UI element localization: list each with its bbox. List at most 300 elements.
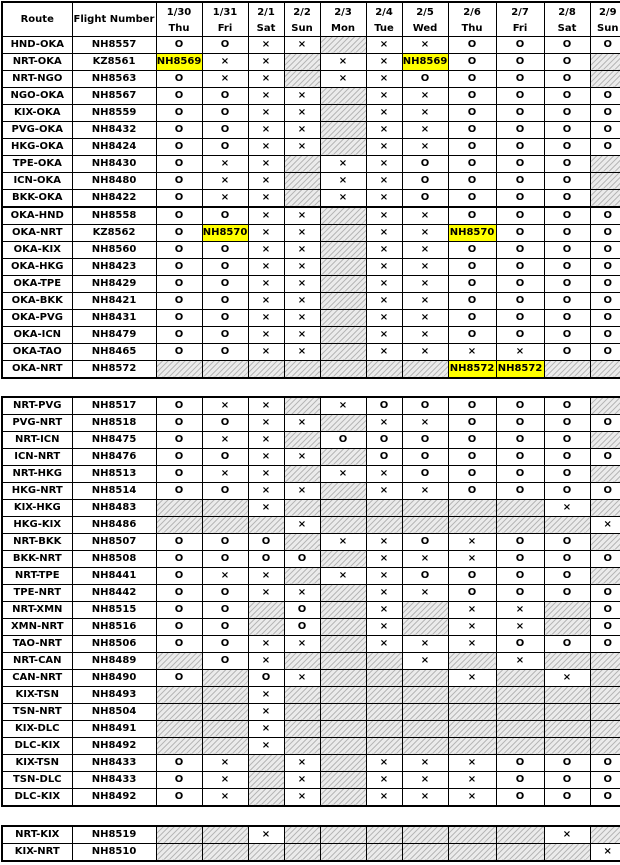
date-header: 1/30 <box>156 2 202 22</box>
cancelled-mark: × <box>248 397 284 415</box>
flight-number-cell: NH8516 <box>72 618 156 635</box>
operating-mark: O <box>448 292 496 309</box>
weekday-header: Fri <box>202 22 248 36</box>
flight-number-cell: NH8567 <box>72 87 156 104</box>
weekday-header: Sun <box>590 22 620 36</box>
no-service-cell <box>320 343 366 360</box>
table-row <box>2 224 620 241</box>
cancelled-mark: × <box>448 343 496 360</box>
operating-mark: O <box>448 189 496 207</box>
no-service-cell <box>156 843 202 861</box>
cancelled-mark: × <box>402 343 448 360</box>
no-service-cell <box>544 618 590 635</box>
date-header: 2/6 <box>448 2 496 22</box>
route-cell: CAN-NRT <box>2 669 72 686</box>
operating-mark: O <box>544 754 590 771</box>
flight-number-cell: NH8491 <box>72 720 156 737</box>
cancelled-mark: × <box>366 70 402 87</box>
operating-mark: O <box>156 36 202 53</box>
cancelled-mark: × <box>248 567 284 584</box>
cancelled-mark: × <box>366 635 402 652</box>
operating-mark: O <box>156 635 202 652</box>
route-header: Route <box>2 2 72 36</box>
operating-mark: O <box>202 635 248 652</box>
cancelled-mark: × <box>248 224 284 241</box>
cancelled-mark: × <box>320 533 366 550</box>
no-service-cell <box>590 703 620 720</box>
cancelled-mark: × <box>202 155 248 172</box>
operating-mark: O <box>496 207 544 225</box>
route-cell: BKK-NRT <box>2 550 72 567</box>
operating-mark: O <box>248 550 284 567</box>
no-service-cell <box>320 121 366 138</box>
no-service-cell <box>590 53 620 70</box>
no-service-cell <box>402 669 448 686</box>
route-cell: PVG-OKA <box>2 121 72 138</box>
route-cell: ICN-OKA <box>2 172 72 189</box>
no-service-cell <box>366 360 402 378</box>
table-row <box>2 754 620 771</box>
operating-mark: O <box>590 448 620 465</box>
cancelled-mark: × <box>448 550 496 567</box>
operating-mark: O <box>544 189 590 207</box>
operating-mark: O <box>496 53 544 70</box>
date-header: 2/8 <box>544 2 590 22</box>
route-cell: OKA-TPE <box>2 275 72 292</box>
route-cell: NRT-PVG <box>2 397 72 415</box>
weekday-header: Wed <box>402 22 448 36</box>
operating-mark: O <box>544 309 590 326</box>
no-service-cell <box>448 843 496 861</box>
no-service-cell <box>448 516 496 533</box>
operating-mark: O <box>496 533 544 550</box>
flight-number-cell: NH8486 <box>72 516 156 533</box>
cancelled-mark: × <box>366 121 402 138</box>
cancelled-mark: × <box>284 104 320 121</box>
weekday-header: Thu <box>448 22 496 36</box>
no-service-cell <box>320 788 366 806</box>
cancelled-mark: × <box>320 172 366 189</box>
cancelled-mark: × <box>544 826 590 844</box>
operating-mark: O <box>544 121 590 138</box>
no-service-cell <box>544 720 590 737</box>
operating-mark: O <box>590 414 620 431</box>
no-service-cell <box>284 737 320 754</box>
cancelled-mark: × <box>202 771 248 788</box>
no-service-cell <box>320 36 366 53</box>
operating-mark: O <box>156 326 202 343</box>
cancelled-mark: × <box>284 754 320 771</box>
table-row <box>2 635 620 652</box>
operating-mark: O <box>590 224 620 241</box>
cancelled-mark: × <box>320 189 366 207</box>
operating-mark: O <box>496 224 544 241</box>
route-cell: NRT-HKG <box>2 465 72 482</box>
operating-mark: O <box>156 155 202 172</box>
cancelled-mark: × <box>202 70 248 87</box>
operating-mark: O <box>156 70 202 87</box>
no-service-cell <box>202 703 248 720</box>
no-service-cell <box>366 499 402 516</box>
cancelled-mark: × <box>366 138 402 155</box>
no-service-cell <box>156 703 202 720</box>
operating-mark: O <box>202 87 248 104</box>
table-row <box>2 686 620 703</box>
date-header: 2/7 <box>496 2 544 22</box>
operating-mark: O <box>544 635 590 652</box>
operating-mark: O <box>156 343 202 360</box>
operating-mark: O <box>544 567 590 584</box>
flight-number-cell: NH8507 <box>72 533 156 550</box>
operating-mark: O <box>448 121 496 138</box>
cancelled-mark: × <box>366 275 402 292</box>
cancelled-mark: × <box>284 275 320 292</box>
operating-mark: O <box>496 121 544 138</box>
no-service-cell <box>320 448 366 465</box>
cancelled-mark: × <box>448 669 496 686</box>
operating-mark: O <box>156 397 202 415</box>
cancelled-mark: × <box>248 309 284 326</box>
cancelled-mark: × <box>366 343 402 360</box>
operating-mark: O <box>248 669 284 686</box>
operating-mark: O <box>590 550 620 567</box>
operating-mark: O <box>496 414 544 431</box>
operating-mark: O <box>156 87 202 104</box>
cancelled-mark: × <box>284 121 320 138</box>
operating-mark: O <box>590 754 620 771</box>
no-service-cell <box>320 703 366 720</box>
no-service-cell <box>590 567 620 584</box>
flight-number-cell: NH8572 <box>72 360 156 378</box>
cancelled-mark: × <box>248 737 284 754</box>
flight-number-cell: NH8510 <box>72 843 156 861</box>
no-service-cell <box>496 826 544 844</box>
substitute-flight-cell: NH8570 <box>202 224 248 241</box>
operating-mark: O <box>496 397 544 415</box>
operating-mark: O <box>544 343 590 360</box>
no-service-cell <box>366 826 402 844</box>
operating-mark: O <box>590 788 620 806</box>
cancelled-mark: × <box>320 397 366 415</box>
operating-mark: O <box>284 550 320 567</box>
operating-mark: O <box>496 326 544 343</box>
substitute-flight-cell: NH8569 <box>156 53 202 70</box>
operating-mark: O <box>156 584 202 601</box>
operating-mark: O <box>544 326 590 343</box>
operating-mark: O <box>202 241 248 258</box>
operating-mark: O <box>544 258 590 275</box>
operating-mark: O <box>402 448 448 465</box>
cancelled-mark: × <box>284 343 320 360</box>
cancelled-mark: × <box>448 635 496 652</box>
operating-mark: O <box>156 138 202 155</box>
flight-number-header: Flight Number <box>72 2 156 36</box>
no-service-cell <box>320 258 366 275</box>
operating-mark: O <box>366 397 402 415</box>
table-row <box>2 292 620 309</box>
flight-number-cell: NH8429 <box>72 275 156 292</box>
no-service-cell <box>366 843 402 861</box>
route-cell: OKA-NRT <box>2 360 72 378</box>
operating-mark: O <box>544 87 590 104</box>
table-row <box>2 771 620 788</box>
operating-mark: O <box>590 104 620 121</box>
table-row <box>2 601 620 618</box>
no-service-cell <box>156 720 202 737</box>
route-cell: BKK-OKA <box>2 189 72 207</box>
no-service-cell <box>248 618 284 635</box>
operating-mark: O <box>402 172 448 189</box>
cancelled-mark: × <box>202 465 248 482</box>
operating-mark: O <box>202 275 248 292</box>
no-service-cell <box>284 703 320 720</box>
operating-mark: O <box>590 343 620 360</box>
flight-number-cell: NH8475 <box>72 431 156 448</box>
operating-mark: O <box>202 482 248 499</box>
no-service-cell <box>202 669 248 686</box>
operating-mark: O <box>544 207 590 225</box>
no-service-cell <box>156 652 202 669</box>
no-service-cell <box>320 292 366 309</box>
operating-mark: O <box>544 431 590 448</box>
cancelled-mark: × <box>366 771 402 788</box>
no-service-cell <box>402 720 448 737</box>
flight-number-cell: NH8431 <box>72 309 156 326</box>
no-service-cell <box>590 669 620 686</box>
no-service-cell <box>320 138 366 155</box>
operating-mark: O <box>544 788 590 806</box>
operating-mark: O <box>402 567 448 584</box>
cancelled-mark: × <box>320 567 366 584</box>
table-row <box>2 703 620 720</box>
operating-mark: O <box>496 482 544 499</box>
cancelled-mark: × <box>248 70 284 87</box>
operating-mark: O <box>590 601 620 618</box>
operating-mark: O <box>544 36 590 53</box>
table-row <box>2 652 620 669</box>
no-service-cell <box>284 172 320 189</box>
route-cell: NRT-BKK <box>2 533 72 550</box>
operating-mark: O <box>448 397 496 415</box>
no-service-cell <box>202 499 248 516</box>
cancelled-mark: × <box>366 189 402 207</box>
no-service-cell <box>590 686 620 703</box>
operating-mark: O <box>590 121 620 138</box>
table-row <box>2 70 620 87</box>
cancelled-mark: × <box>366 172 402 189</box>
no-service-cell <box>590 737 620 754</box>
cancelled-mark: × <box>448 618 496 635</box>
route-cell: TSN-NRT <box>2 703 72 720</box>
operating-mark: O <box>284 618 320 635</box>
cancelled-mark: × <box>402 635 448 652</box>
operating-mark: O <box>448 155 496 172</box>
cancelled-mark: × <box>284 584 320 601</box>
route-cell: TSN-DLC <box>2 771 72 788</box>
cancelled-mark: × <box>248 258 284 275</box>
no-service-cell <box>366 516 402 533</box>
no-service-cell <box>590 70 620 87</box>
flight-number-cell: KZ8562 <box>72 224 156 241</box>
operating-mark: O <box>590 87 620 104</box>
flight-number-cell: NH8513 <box>72 465 156 482</box>
cancelled-mark: × <box>366 567 402 584</box>
operating-mark: O <box>496 309 544 326</box>
operating-mark: O <box>448 36 496 53</box>
no-service-cell <box>590 533 620 550</box>
cancelled-mark: × <box>402 104 448 121</box>
table-row <box>2 275 620 292</box>
cancelled-mark: × <box>248 326 284 343</box>
cancelled-mark: × <box>366 224 402 241</box>
table-row <box>2 843 620 861</box>
cancelled-mark: × <box>248 635 284 652</box>
no-service-cell <box>202 843 248 861</box>
cancelled-mark: × <box>284 36 320 53</box>
cancelled-mark: × <box>590 516 620 533</box>
no-service-cell <box>448 720 496 737</box>
no-service-cell <box>366 652 402 669</box>
operating-mark: O <box>590 309 620 326</box>
cancelled-mark: × <box>248 465 284 482</box>
substitute-flight-cell: NH8570 <box>448 224 496 241</box>
no-service-cell <box>284 686 320 703</box>
no-service-cell <box>248 754 284 771</box>
no-service-cell <box>156 826 202 844</box>
route-cell: OKA-PVG <box>2 309 72 326</box>
weekday-header: Thu <box>156 22 202 36</box>
date-header: 2/3 <box>320 2 366 22</box>
cancelled-mark: × <box>496 601 544 618</box>
operating-mark: O <box>202 618 248 635</box>
cancelled-mark: × <box>366 414 402 431</box>
no-service-cell <box>448 686 496 703</box>
operating-mark: O <box>448 465 496 482</box>
no-service-cell <box>284 397 320 415</box>
flight-number-cell: NH8430 <box>72 155 156 172</box>
no-service-cell <box>320 360 366 378</box>
cancelled-mark: × <box>284 207 320 225</box>
operating-mark: O <box>496 567 544 584</box>
no-service-cell <box>366 720 402 737</box>
operating-mark: O <box>590 241 620 258</box>
operating-mark: O <box>156 207 202 225</box>
route-cell: DLC-KIX <box>2 737 72 754</box>
operating-mark: O <box>202 292 248 309</box>
operating-mark: O <box>402 70 448 87</box>
no-service-cell <box>320 309 366 326</box>
cancelled-mark: × <box>544 499 590 516</box>
no-service-cell <box>496 669 544 686</box>
cancelled-mark: × <box>248 292 284 309</box>
operating-mark: O <box>590 258 620 275</box>
route-cell: KIX-OKA <box>2 104 72 121</box>
cancelled-mark: × <box>366 292 402 309</box>
operating-mark: O <box>496 104 544 121</box>
flight-number-cell: NH8517 <box>72 397 156 415</box>
operating-mark: O <box>590 771 620 788</box>
cancelled-mark: × <box>248 826 284 844</box>
cancelled-mark: × <box>248 686 284 703</box>
cancelled-mark: × <box>284 241 320 258</box>
no-service-cell <box>156 516 202 533</box>
operating-mark: O <box>156 172 202 189</box>
cancelled-mark: × <box>448 601 496 618</box>
operating-mark: O <box>156 669 202 686</box>
operating-mark: O <box>544 771 590 788</box>
no-service-cell <box>320 618 366 635</box>
operating-mark: O <box>156 754 202 771</box>
cancelled-mark: × <box>284 635 320 652</box>
flight-number-cell: NH8480 <box>72 172 156 189</box>
cancelled-mark: × <box>402 87 448 104</box>
operating-mark: O <box>496 550 544 567</box>
no-service-cell <box>284 360 320 378</box>
flight-number-cell: NH8508 <box>72 550 156 567</box>
operating-mark: O <box>544 224 590 241</box>
operating-mark: O <box>544 584 590 601</box>
date-header: 2/9 <box>590 2 620 22</box>
operating-mark: O <box>496 70 544 87</box>
weekday-header: Mon <box>320 22 366 36</box>
flight-number-cell: NH8518 <box>72 414 156 431</box>
flight-number-cell: NH8421 <box>72 292 156 309</box>
no-service-cell <box>284 53 320 70</box>
operating-mark: O <box>156 189 202 207</box>
no-service-cell <box>496 720 544 737</box>
operating-mark: O <box>496 189 544 207</box>
no-service-cell <box>402 737 448 754</box>
operating-mark: O <box>156 465 202 482</box>
cancelled-mark: × <box>284 138 320 155</box>
route-cell: TAO-NRT <box>2 635 72 652</box>
no-service-cell <box>448 499 496 516</box>
cancelled-mark: × <box>248 189 284 207</box>
cancelled-mark: × <box>402 788 448 806</box>
table-row <box>2 53 620 70</box>
cancelled-mark: × <box>202 397 248 415</box>
cancelled-mark: × <box>248 584 284 601</box>
no-service-cell <box>590 172 620 189</box>
cancelled-mark: × <box>284 414 320 431</box>
table-row <box>2 533 620 550</box>
table-row <box>2 788 620 806</box>
table-row <box>2 397 620 415</box>
no-service-cell <box>156 360 202 378</box>
no-service-cell <box>590 652 620 669</box>
flight-number-cell: NH8515 <box>72 601 156 618</box>
no-service-cell <box>496 499 544 516</box>
operating-mark: O <box>402 465 448 482</box>
cancelled-mark: × <box>320 70 366 87</box>
no-service-cell <box>544 737 590 754</box>
operating-mark: O <box>448 207 496 225</box>
flight-number-cell: NH8432 <box>72 121 156 138</box>
weekday-header: Tue <box>366 22 402 36</box>
no-service-cell <box>284 533 320 550</box>
operating-mark: O <box>156 567 202 584</box>
operating-mark: O <box>202 601 248 618</box>
no-service-cell <box>320 669 366 686</box>
flight-number-cell: NH8422 <box>72 189 156 207</box>
no-service-cell <box>496 737 544 754</box>
cancelled-mark: × <box>320 155 366 172</box>
cancelled-mark: × <box>402 275 448 292</box>
operating-mark: O <box>544 104 590 121</box>
cancelled-mark: × <box>366 788 402 806</box>
route-cell: NRT-OKA <box>2 53 72 70</box>
cancelled-mark: × <box>284 482 320 499</box>
